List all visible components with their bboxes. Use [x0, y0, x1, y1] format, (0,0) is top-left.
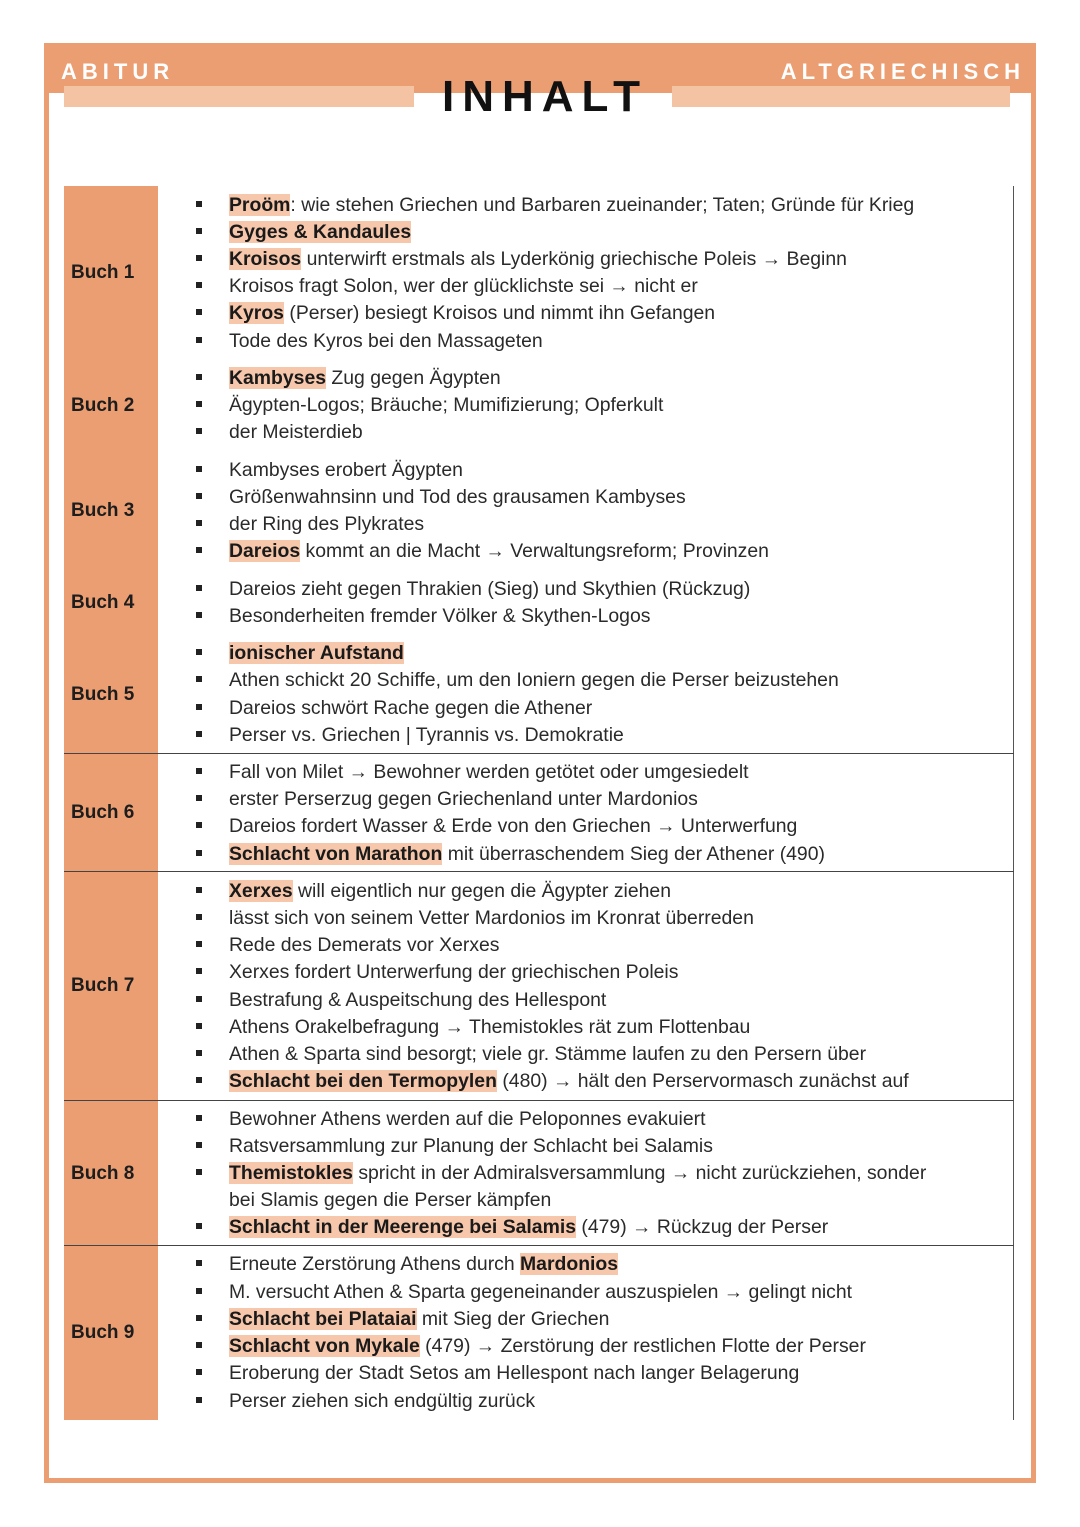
bullet-icon — [196, 585, 202, 591]
bullet-icon — [196, 1050, 202, 1056]
item-text: Tode des Kyros bei den Massageten — [229, 330, 543, 352]
bullet-icon — [196, 201, 202, 207]
content-item — [196, 722, 624, 749]
book-label: Buch 5 — [71, 684, 135, 705]
content-item — [196, 1106, 705, 1133]
bullet-icon — [196, 731, 202, 737]
content-item — [196, 1279, 852, 1306]
content-item — [196, 759, 749, 786]
content-item — [196, 786, 698, 813]
bullet-icon — [196, 1142, 202, 1148]
bullet-icon — [196, 255, 202, 261]
item-text: Athens Orakelbefragung → Themistokles rät zum Flottenbau — [229, 1016, 751, 1038]
item-text: mit überraschendem Sieg der Athener (490) — [442, 843, 825, 865]
content-item — [196, 932, 500, 959]
item-text: spricht in der Admiralsversammlung → nicht zurückziehen, sonder — [352, 1162, 927, 1184]
book-label: Buch 7 — [71, 975, 135, 996]
content-item — [196, 484, 686, 511]
content-item — [196, 576, 750, 603]
item-text: Dareios zieht gegen Thrakien (Sieg) und Skythien (Rückzug) — [229, 578, 751, 600]
content-item — [196, 1214, 828, 1241]
bullet-icon — [196, 1223, 202, 1229]
content-item — [196, 987, 606, 1014]
bullet-icon — [196, 1115, 202, 1121]
content-item — [196, 695, 592, 722]
book-label: Buch 9 — [71, 1322, 135, 1343]
bullet-icon — [196, 850, 202, 856]
highlighted-term: Kambyses — [229, 367, 327, 389]
item-text: lässt sich von seinem Vetter Mardonios im Kronrat überreden — [229, 907, 754, 929]
row-separator — [64, 1245, 1014, 1246]
content-item — [196, 603, 650, 630]
row-separator — [64, 753, 1014, 754]
bullet-icon — [196, 401, 202, 407]
content-item — [229, 1187, 551, 1214]
table-right-border — [1013, 186, 1014, 1420]
bullet-icon — [196, 493, 202, 499]
bullet-icon — [196, 1397, 202, 1403]
item-text: erster Perserzug gegen Griechenland unter Mardonios — [229, 788, 698, 810]
content-item — [196, 219, 411, 246]
item-text: bei Slamis gegen die Perser kämpfen — [229, 1189, 552, 1211]
highlighted-term: Themistokles — [229, 1162, 353, 1184]
highlighted-term: Schlacht bei den Termopylen — [229, 1070, 497, 1092]
content-item — [196, 419, 363, 446]
highlighted-term: ionischer Aufstand — [229, 642, 404, 664]
highlighted-term: Schlacht bei Plataiai — [229, 1308, 417, 1330]
bullet-icon — [196, 374, 202, 380]
bullet-icon — [196, 941, 202, 947]
title-decor-right — [672, 86, 1010, 107]
book-label: Buch 8 — [71, 1163, 135, 1184]
item-text: Bewohner Athens werden auf die Peloponnes evakuiert — [229, 1108, 706, 1130]
content-item — [196, 878, 671, 905]
bullet-icon — [196, 887, 202, 893]
highlighted-term: Proöm — [229, 194, 291, 216]
row-separator — [64, 871, 1014, 872]
item-text: mit Sieg der Griechen — [416, 1308, 610, 1330]
content-item — [196, 457, 463, 484]
bullet-icon — [196, 309, 202, 315]
content-item — [196, 667, 839, 694]
bullet-icon — [196, 1288, 202, 1294]
page-title: INHALT — [441, 72, 649, 121]
bullet-icon — [196, 428, 202, 434]
content-item — [196, 1041, 866, 1068]
item-text: der Ring des Plykrates — [229, 513, 425, 535]
item-text: Dareios fordert Wasser & Erde von den Griechen → Unterwerfung — [229, 815, 798, 837]
highlighted-term: Mardonios — [520, 1253, 619, 1275]
content-item — [196, 328, 543, 355]
bullet-icon — [196, 704, 202, 710]
content-item — [196, 1133, 713, 1160]
item-text: M. versucht Athen & Sparta gegeneinander auszuspielen → gelingt nicht — [229, 1281, 853, 1303]
title-row — [60, 72, 1010, 121]
item-text: : wie stehen Griechen und Barbaren zueinander; Taten; Gründe für Krieg — [290, 194, 915, 216]
item-text: Besonderheiten fremder Völker & Skythen-Logos — [229, 605, 651, 627]
item-text: (479) → Zerstörung der restlichen Flotte der Perser — [419, 1335, 866, 1357]
bullet-icon — [196, 996, 202, 1002]
row-separator — [64, 1100, 1014, 1101]
item-text: der Meisterdieb — [229, 421, 363, 443]
content-item — [196, 1251, 618, 1278]
bullet-icon — [196, 466, 202, 472]
highlighted-term: Dareios — [229, 540, 301, 562]
content-item — [196, 1160, 926, 1187]
bullet-icon — [196, 1315, 202, 1321]
content-item — [196, 246, 847, 273]
bullet-icon — [196, 520, 202, 526]
content-item — [196, 640, 404, 667]
content-item — [196, 300, 715, 327]
book-label: Buch 3 — [71, 500, 135, 521]
title-decor-left — [64, 86, 414, 107]
bullet-icon — [196, 649, 202, 655]
highlighted-term: Schlacht von Mykale — [229, 1335, 420, 1357]
highlighted-term: Schlacht in der Meerenge bei Salamis — [229, 1216, 577, 1238]
item-text: Dareios schwört Rache gegen die Athener — [229, 697, 593, 719]
item-text: Ratsversammlung zur Planung der Schlacht bei Salamis — [229, 1135, 713, 1157]
bullet-icon — [196, 1260, 202, 1266]
highlighted-term: Schlacht von Marathon — [229, 843, 443, 865]
item-text: Ägypten-Logos; Bräuche; Mumifizierung; Opferkult — [229, 394, 664, 416]
item-text: Rede des Demerats vor Xerxes — [229, 934, 500, 956]
bullet-icon — [196, 968, 202, 974]
book-label: Buch 6 — [71, 802, 135, 823]
bullet-icon — [196, 676, 202, 682]
highlighted-term: Kyros — [229, 302, 284, 324]
content-item — [196, 365, 501, 392]
content-item — [196, 1333, 866, 1360]
content-item — [196, 1360, 799, 1387]
item-text: Perser vs. Griechen | Tyrannis vs. Demokratie — [229, 724, 624, 746]
content-item — [196, 392, 663, 419]
item-text: Xerxes fordert Unterwerfung der griechischen Poleis — [229, 961, 679, 983]
item-text: Größenwahnsinn und Tod des grausamen Kambyses — [229, 486, 686, 508]
item-text: kommt an die Macht → Verwaltungsreform; Provinzen — [300, 540, 769, 562]
content-item — [196, 1068, 909, 1095]
item-text: Perser ziehen sich endgültig zurück — [229, 1390, 536, 1412]
content-item — [196, 841, 825, 868]
content-item — [196, 538, 769, 565]
bullet-icon — [196, 768, 202, 774]
bullet-icon — [196, 1023, 202, 1029]
item-text: (480) → hält den Perservormasch zunächst auf — [496, 1070, 909, 1092]
book-label: Buch 2 — [71, 395, 135, 416]
highlighted-term: Kroisos — [229, 248, 302, 270]
bullet-icon — [196, 1369, 202, 1375]
bullet-icon — [196, 337, 202, 343]
header-left-label: ABITUR — [61, 59, 175, 84]
item-text: Bestrafung & Auspeitschung des Hellespont — [229, 989, 607, 1011]
bullet-icon — [196, 282, 202, 288]
bullet-icon — [196, 547, 202, 553]
item-text: Eroberung der Stadt Setos am Hellespont nach langer Belagerung — [229, 1362, 800, 1384]
content-item — [196, 273, 698, 300]
book-label: Buch 4 — [71, 592, 135, 613]
item-text: unterwirft erstmals als Lyderkönig griechische Poleis → Beginn — [301, 248, 847, 270]
content-item — [196, 959, 678, 986]
bullet-icon — [196, 1077, 202, 1083]
item-text: (479) → Rückzug der Perser — [576, 1216, 829, 1238]
bullet-icon — [196, 228, 202, 234]
content-item — [196, 1306, 609, 1333]
content-item — [196, 813, 797, 840]
content-item — [196, 1388, 535, 1415]
header-right-label: ALTGRIECHISCH — [780, 59, 1025, 84]
bullet-icon — [196, 795, 202, 801]
item-text: Zug gegen Ägypten — [326, 367, 501, 389]
item-text: Kambyses erobert Ägypten — [229, 459, 463, 481]
bullet-icon — [196, 1342, 202, 1348]
highlighted-term: Gyges & Kandaules — [229, 221, 412, 243]
item-text: Erneute Zerstörung Athens durch — [229, 1253, 521, 1275]
item-text: Fall von Milet → Bewohner werden getötet oder umgesiedelt — [229, 761, 749, 783]
content-item — [196, 511, 424, 538]
bullet-icon — [196, 822, 202, 828]
content-item — [196, 1014, 750, 1041]
bullet-icon — [196, 612, 202, 618]
item-text: will eigentlich nur gegen die Ägypter ziehen — [292, 880, 671, 902]
highlighted-term: Xerxes — [229, 880, 293, 902]
item-text: Athen & Sparta sind besorgt; viele gr. Stämme laufen zu den Persern über — [229, 1043, 867, 1065]
bullet-icon — [196, 1169, 202, 1175]
bullet-icon — [196, 914, 202, 920]
content-item — [196, 192, 914, 219]
item-text: Athen schickt 20 Schiffe, um den Ioniern gegen die Perser beizustehen — [229, 669, 839, 691]
book-label: Buch 1 — [71, 262, 135, 283]
item-text: (Perser) besiegt Kroisos und nimmt ihn Gefangen — [283, 302, 716, 324]
content-item — [196, 905, 754, 932]
item-text: Kroisos fragt Solon, wer der glücklichste sei → nicht er — [229, 275, 698, 297]
